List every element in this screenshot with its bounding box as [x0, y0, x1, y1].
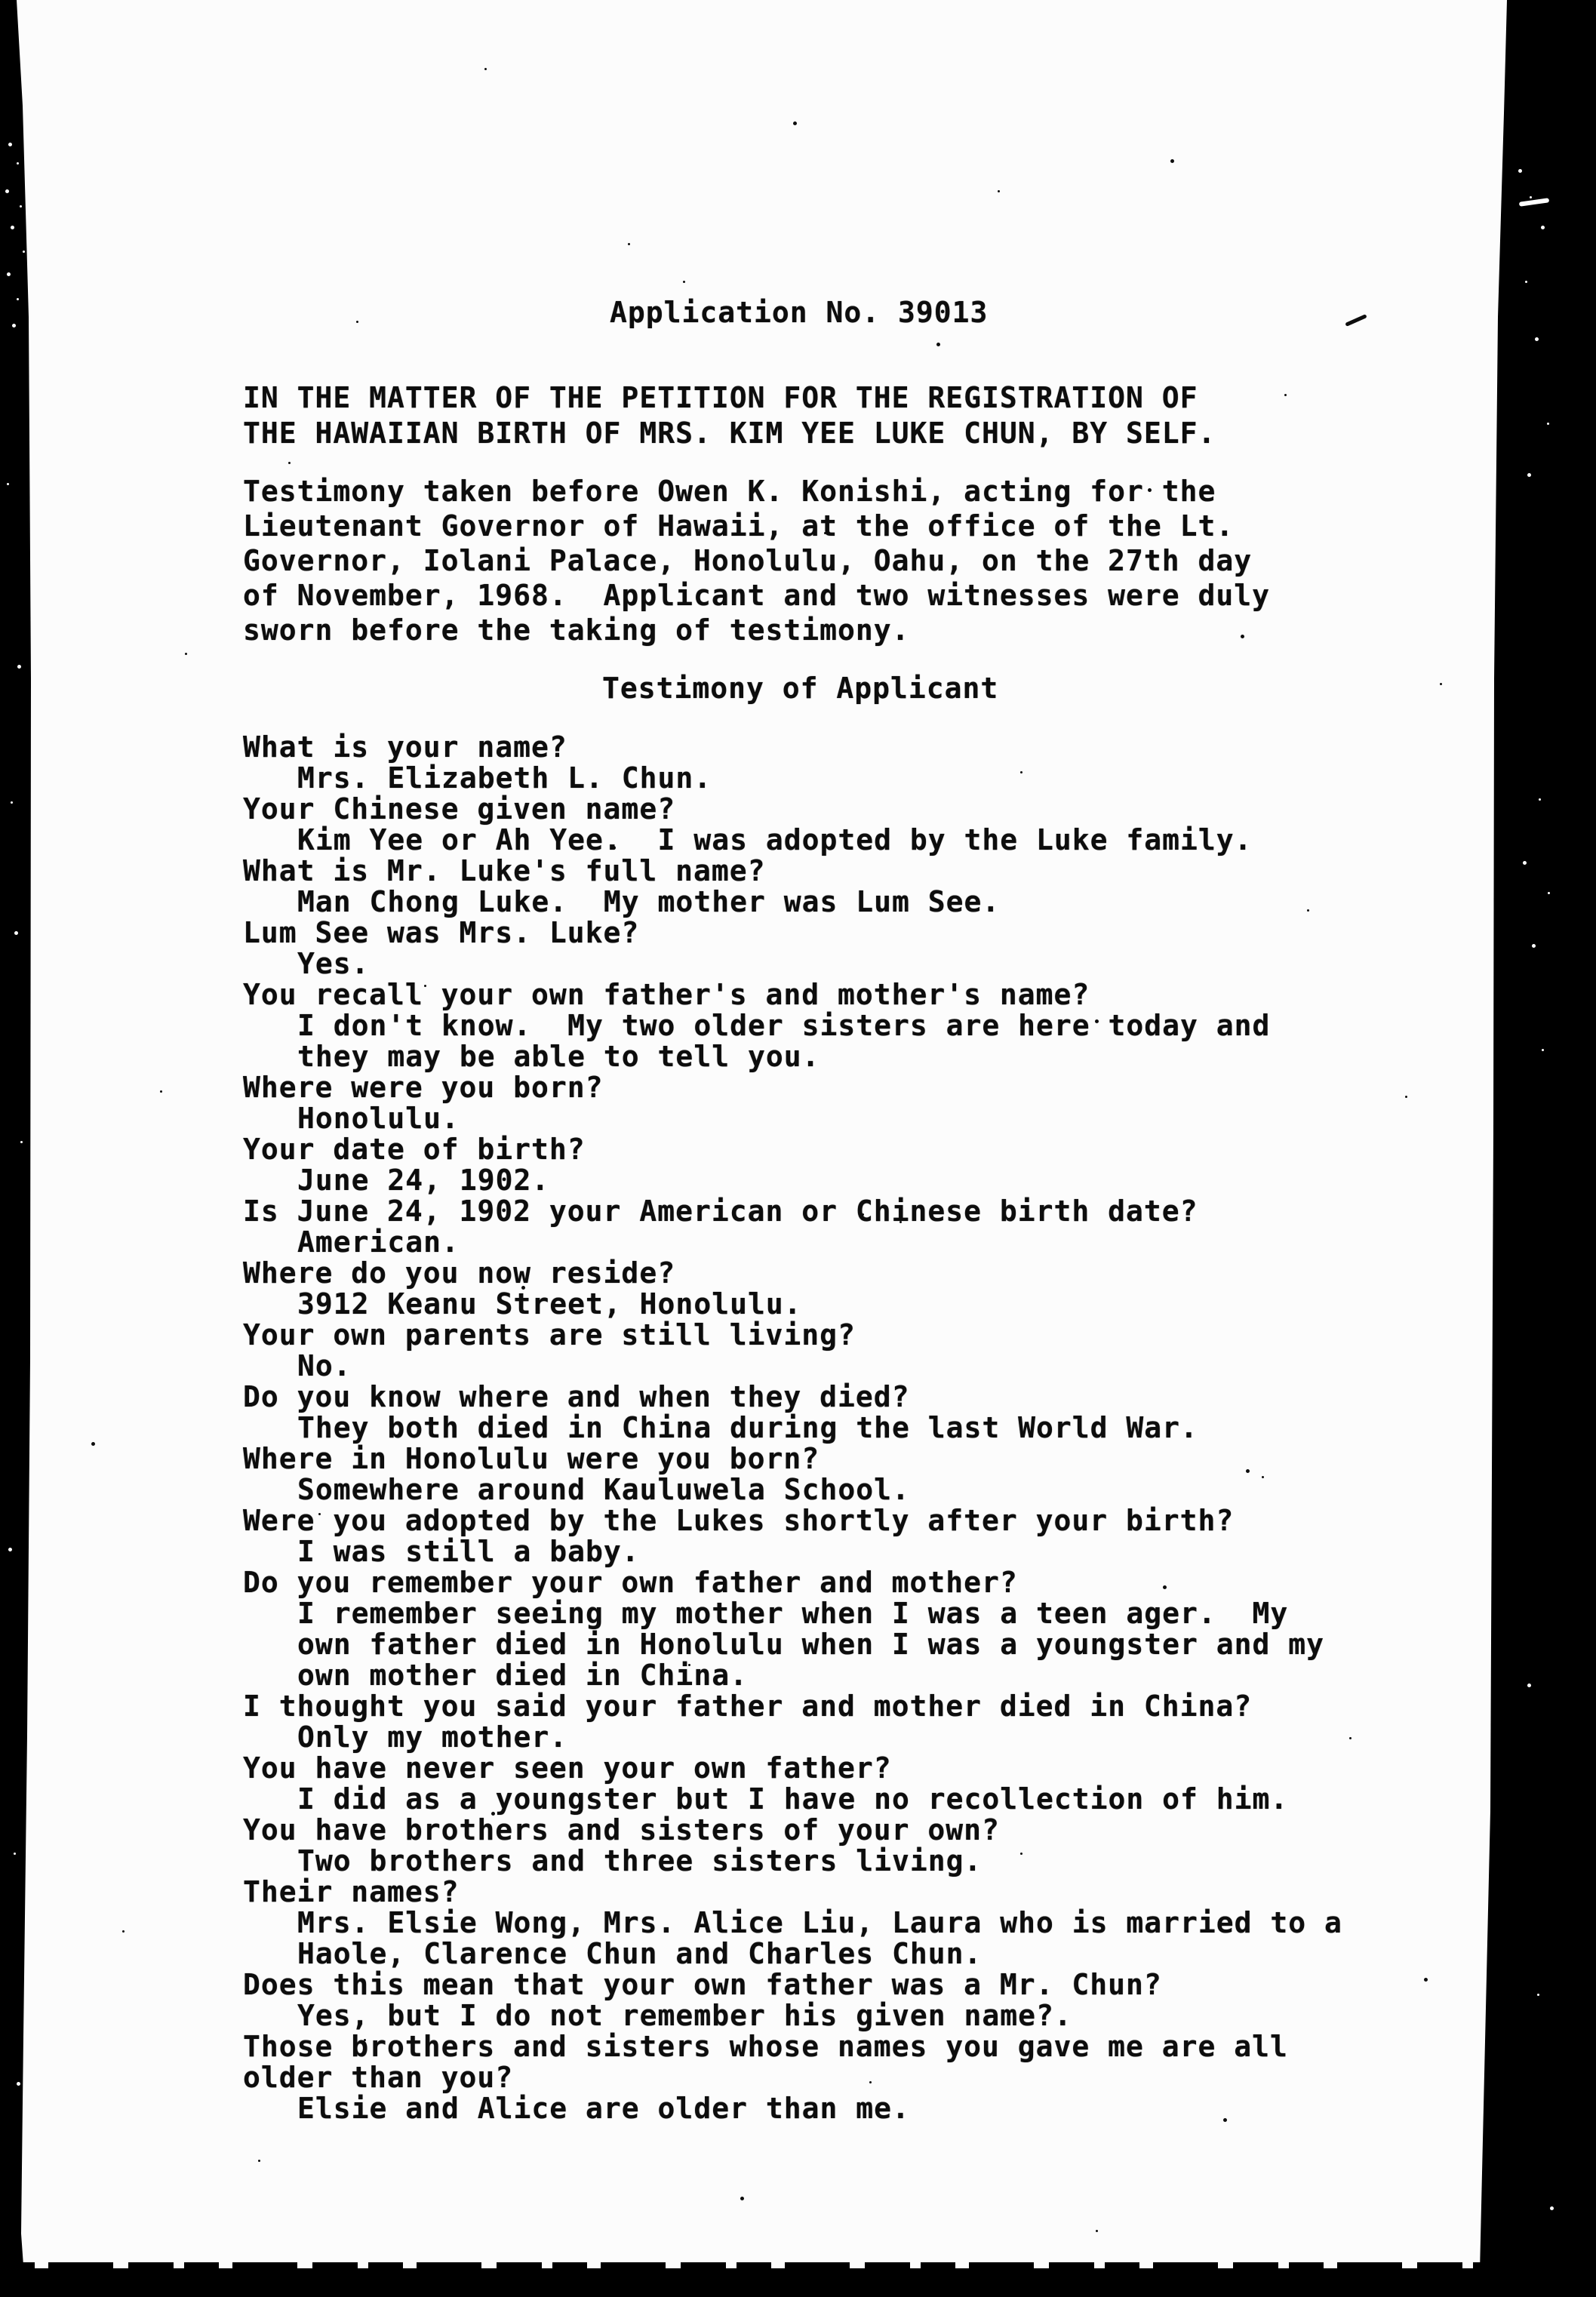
qa-line-answer: Mrs. Elizabeth L. Chun. — [297, 761, 712, 795]
qa-line-answer: They both died in China during the last World War. — [297, 1411, 1198, 1444]
qa-line-question: You have never seen your own father? — [243, 1751, 892, 1785]
qa-line-question-cont: older than you? — [243, 2061, 514, 2094]
qa-line-question: What is your name? — [243, 730, 567, 764]
qa-line-answer-cont: own father died in Honolulu when I was a youngster and my — [297, 1628, 1325, 1661]
qa-line-answer-cont: own mother died in China. — [297, 1659, 748, 1692]
qa-line-question: Where were you born? — [243, 1071, 604, 1104]
qa-line-question: Where do you now reside? — [243, 1256, 676, 1290]
qa-line-question: You have brothers and sisters of your own? — [243, 1813, 1000, 1847]
qa-line-answer: Mrs. Elsie Wong, Mrs. Alice Liu, Laura who is married to a — [297, 1906, 1342, 1939]
qa-line-answer-cont: Haole, Clarence Chun and Charles Chun. — [297, 1937, 983, 1970]
preamble-line: Governor, Iolani Palace, Honolulu, Oahu, on the 27th day — [243, 544, 1253, 577]
qa-line-question: Where in Honolulu were you born? — [243, 1442, 820, 1475]
qa-line-answer: Two brothers and three sisters living. — [297, 1844, 983, 1877]
qa-line-answer: Man Chong Luke. My mother was Lum See. — [297, 885, 1001, 918]
qa-line-answer: No. — [297, 1349, 352, 1382]
qa-line-question: Do you know where and when they died? — [243, 1380, 910, 1413]
qa-line-answer: June 24, 1902. — [297, 1164, 550, 1197]
case-title-line: THE HAWAIIAN BIRTH OF MRS. KIM YEE LUKE CHUN, BY SELF. — [243, 417, 1216, 450]
qa-line-question: What is Mr. Luke's full name? — [243, 854, 766, 887]
qa-line-answer: I was still a baby. — [297, 1535, 640, 1568]
scan-scratch-mark — [1519, 198, 1549, 207]
testimony-qa-block — [243, 732, 1342, 2124]
scan-edge-bottom-bar — [0, 2268, 1596, 2297]
scan-noise-specks — [0, 0, 2, 2]
qa-line-answer: 3912 Keanu Street, Honolulu. — [297, 1287, 802, 1321]
qa-line-answer: I did as a youngster but I have no recollection of him. — [297, 1782, 1289, 1816]
qa-line-answer: Only my mother. — [297, 1720, 568, 1754]
qa-line-answer: Yes. — [297, 947, 370, 980]
qa-line-question: Their names? — [243, 1875, 460, 1908]
scan-edge-left-bar — [0, 0, 35, 2297]
qa-line-answer: American. — [297, 1225, 460, 1259]
case-title-line: IN THE MATTER OF THE PETITION FOR THE REGISTRATION OF — [243, 381, 1198, 414]
qa-line-question: Your own parents are still living? — [243, 1318, 856, 1351]
scan-edge-right-bar — [1475, 0, 1596, 2297]
qa-line-answer: Kim Yee or Ah Yee. I was adopted by the Luke family. — [297, 823, 1253, 856]
qa-line-answer: Elsie and Alice are older than me. — [297, 2092, 910, 2125]
section-heading: Testimony of Applicant — [602, 672, 999, 705]
preamble-line: Testimony taken before Owen K. Konishi, acting for the — [243, 475, 1216, 508]
qa-line-question: Were you adopted by the Lukes shortly after your birth? — [243, 1504, 1235, 1537]
qa-line-question: Your date of birth? — [243, 1133, 586, 1166]
preamble-line: Lieutenant Governor of Hawaii, at the office of the Lt. — [243, 509, 1235, 543]
case-title-block — [243, 380, 1216, 451]
qa-line-answer: I don't know. My two older sisters are here today and — [297, 1009, 1271, 1042]
preamble-paragraph — [243, 474, 1270, 647]
qa-line-question: Your Chinese given name? — [243, 792, 676, 826]
qa-line-answer: Yes, but I do not remember his given name?. — [297, 1999, 1072, 2032]
qa-line-answer-cont: they may be able to tell you. — [297, 1040, 820, 1073]
scan-edge-bottom-fray — [0, 2262, 1596, 2268]
qa-line-question: Is June 24, 1902 your American or Chinese birth date? — [243, 1195, 1198, 1228]
qa-line-question: Do you remember your own father and mother? — [243, 1566, 1018, 1599]
qa-line-answer: Somewhere around Kauluwela School. — [297, 1473, 910, 1506]
scan-noise-white-specks — [1475, 0, 1478, 2]
qa-line-question: I thought you said your father and mother died in China? — [243, 1690, 1253, 1723]
preamble-line: sworn before the taking of testimony. — [243, 613, 910, 647]
pen-slash-mark — [1345, 314, 1367, 327]
qa-line-question: Those brothers and sisters whose names you gave me are all — [243, 2030, 1288, 2063]
qa-line-answer: I remember seeing my mother when I was a teen ager. My — [297, 1597, 1289, 1630]
application-number-line: Application No. 39013 — [610, 296, 989, 329]
qa-line-answer: Honolulu. — [297, 1102, 460, 1135]
preamble-line: of November, 1968. Applicant and two witnesses were duly — [243, 579, 1271, 612]
qa-line-question: You recall your own father's and mother's name? — [243, 978, 1090, 1011]
qa-line-question: Does this mean that your own father was a Mr. Chun? — [243, 1968, 1162, 2001]
qa-line-question: Lum See was Mrs. Luke? — [243, 916, 640, 949]
